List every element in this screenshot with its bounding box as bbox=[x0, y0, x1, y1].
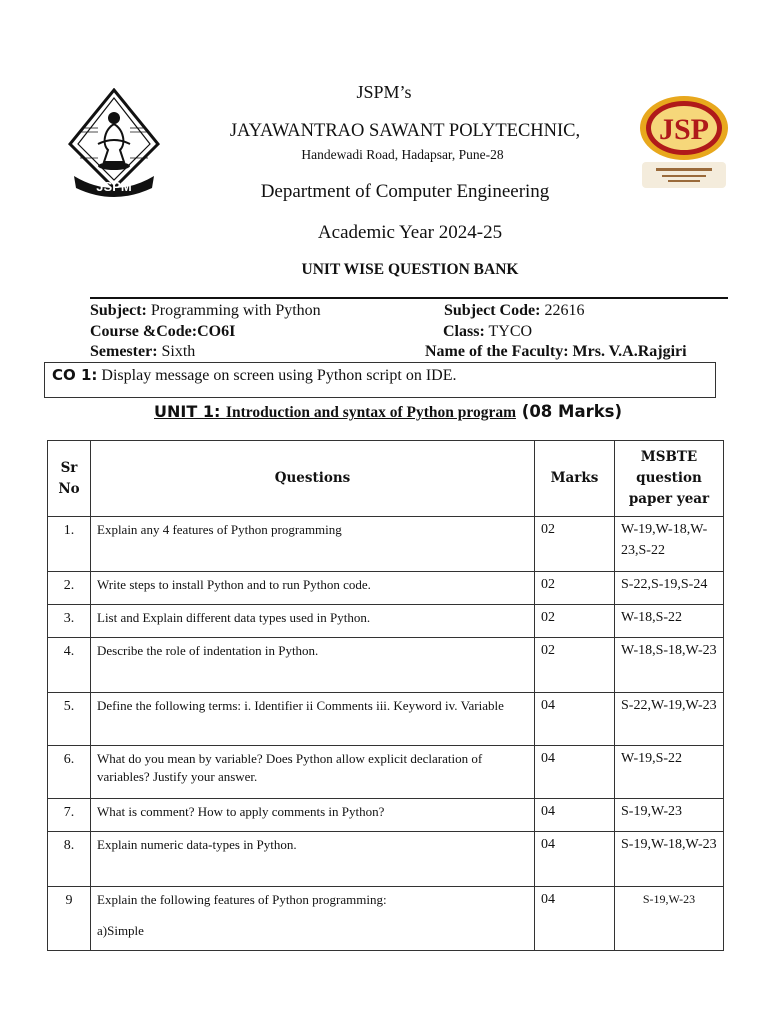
table-row bbox=[48, 638, 724, 693]
table-row bbox=[48, 605, 724, 638]
row-sr: 5. bbox=[48, 693, 91, 746]
institute-name: JAYAWANTRAO SAWANT POLYTECHNIC, bbox=[229, 121, 581, 141]
row-question: What is comment? How to apply comments in Python? bbox=[91, 799, 535, 832]
course-line bbox=[90, 322, 235, 342]
row-question: Explain numeric data-types in Python. bbox=[91, 832, 535, 887]
table-row bbox=[48, 832, 724, 887]
col-header-questions: Questions bbox=[91, 441, 535, 517]
col-header-year: MSBTE question paper year bbox=[615, 441, 724, 517]
class-label: Class: bbox=[443, 323, 485, 340]
row-sr: 1. bbox=[48, 517, 91, 572]
subject-line bbox=[90, 301, 321, 321]
table-row bbox=[48, 572, 724, 605]
row-sr: 8. bbox=[48, 832, 91, 887]
row-question-sub: a)Simple bbox=[97, 923, 144, 938]
row-year: W-18,S-22 bbox=[615, 605, 724, 638]
row-question bbox=[91, 887, 535, 951]
table-row bbox=[48, 746, 724, 799]
row-question: Describe the role of indentation in Python. bbox=[91, 638, 535, 693]
class-line bbox=[443, 322, 532, 342]
semester-value: Sixth bbox=[157, 343, 196, 360]
row-sr: 7. bbox=[48, 799, 91, 832]
row-question: What do you mean by variable? Does Python allow explicit declaration of variables? Justify your answer. bbox=[91, 746, 535, 799]
row-year: S-22,S-19,S-24 bbox=[615, 572, 724, 605]
course-label: Course &Code: bbox=[90, 323, 198, 340]
semester-label: Semester: bbox=[90, 343, 158, 360]
jsp-badge-logo bbox=[636, 94, 732, 194]
table-header-row bbox=[48, 441, 724, 517]
org-name: JSPM’s bbox=[356, 82, 412, 102]
class-value: TYCO bbox=[484, 323, 533, 340]
col-header-marks: Marks bbox=[535, 441, 615, 517]
row-marks: 04 bbox=[535, 832, 615, 887]
row-question: Write steps to install Python and to run Python code. bbox=[91, 572, 535, 605]
row-question: Explain any 4 features of Python programming bbox=[91, 517, 535, 572]
subject-code-label: Subject Code: bbox=[444, 302, 541, 319]
row-year: W-19,W-18,W-23,S-22 bbox=[615, 517, 724, 572]
unit-marks: (08 Marks) bbox=[516, 402, 623, 421]
semester-line bbox=[90, 342, 195, 362]
row-marks: 02 bbox=[535, 572, 615, 605]
header-divider bbox=[90, 297, 728, 299]
subject-code-value: 22616 bbox=[540, 302, 585, 319]
row-year: W-19,S-22 bbox=[615, 746, 724, 799]
row-marks: 04 bbox=[535, 887, 615, 951]
department-name: Department of Computer Engineering bbox=[260, 181, 550, 202]
row-question-main: Explain the following features of Python programming: bbox=[97, 892, 387, 907]
jsp-badge-text: JSP bbox=[658, 113, 710, 146]
row-sr: 2. bbox=[48, 572, 91, 605]
table-row bbox=[48, 887, 724, 951]
faculty-line bbox=[425, 342, 687, 362]
unit-title: Introduction and syntax of Python program bbox=[225, 404, 517, 421]
row-sr: 9 bbox=[48, 887, 91, 951]
row-year: S-19,W-23 bbox=[615, 887, 724, 951]
row-marks: 02 bbox=[535, 638, 615, 693]
row-question: List and Explain different data types used in Python. bbox=[91, 605, 535, 638]
faculty-label: Name of the Faculty: Mrs. V.A.Rajgiri bbox=[425, 343, 687, 360]
row-marks: 04 bbox=[535, 693, 615, 746]
row-year: S-19,W-18,W-23 bbox=[615, 832, 724, 887]
col-header-sr-no: Sr No bbox=[48, 441, 91, 517]
academic-year: Academic Year 2024-25 bbox=[317, 222, 503, 243]
co-text: Display message on screen using Python script on IDE. bbox=[97, 367, 457, 384]
subject-value: Programming with Python bbox=[146, 302, 321, 319]
institute-address: Handewadi Road, Hadapsar, Pune-28 bbox=[301, 147, 504, 162]
question-table bbox=[47, 440, 724, 951]
row-year: S-22,W-19,W-23 bbox=[615, 693, 724, 746]
row-question: Define the following terms: i. Identifier ii Comments iii. Keyword iv. Variable bbox=[91, 693, 535, 746]
row-marks: 02 bbox=[535, 517, 615, 572]
table-row bbox=[48, 799, 724, 832]
co-label: CO 1: bbox=[52, 366, 98, 384]
table-row bbox=[48, 517, 724, 572]
subject-code-line bbox=[444, 301, 584, 321]
course-outcome-box bbox=[44, 362, 716, 398]
row-marks: 04 bbox=[535, 799, 615, 832]
jspm-emblem-logo bbox=[68, 88, 160, 198]
unit-heading bbox=[154, 402, 622, 422]
row-marks: 04 bbox=[535, 746, 615, 799]
row-sr: 4. bbox=[48, 638, 91, 693]
subject-label: Subject: bbox=[90, 302, 147, 319]
row-sr: 3. bbox=[48, 605, 91, 638]
jspm-emblem-text: JSPM bbox=[96, 179, 132, 194]
row-year: W-18,S-18,W-23 bbox=[615, 638, 724, 693]
row-marks: 02 bbox=[535, 605, 615, 638]
document-title: UNIT WISE QUESTION BANK bbox=[301, 261, 519, 278]
course-value: CO6I bbox=[197, 323, 236, 340]
unit-label: UNIT 1: bbox=[154, 402, 226, 421]
table-row bbox=[48, 693, 724, 746]
row-sr: 6. bbox=[48, 746, 91, 799]
row-year: S-19,W-23 bbox=[615, 799, 724, 832]
